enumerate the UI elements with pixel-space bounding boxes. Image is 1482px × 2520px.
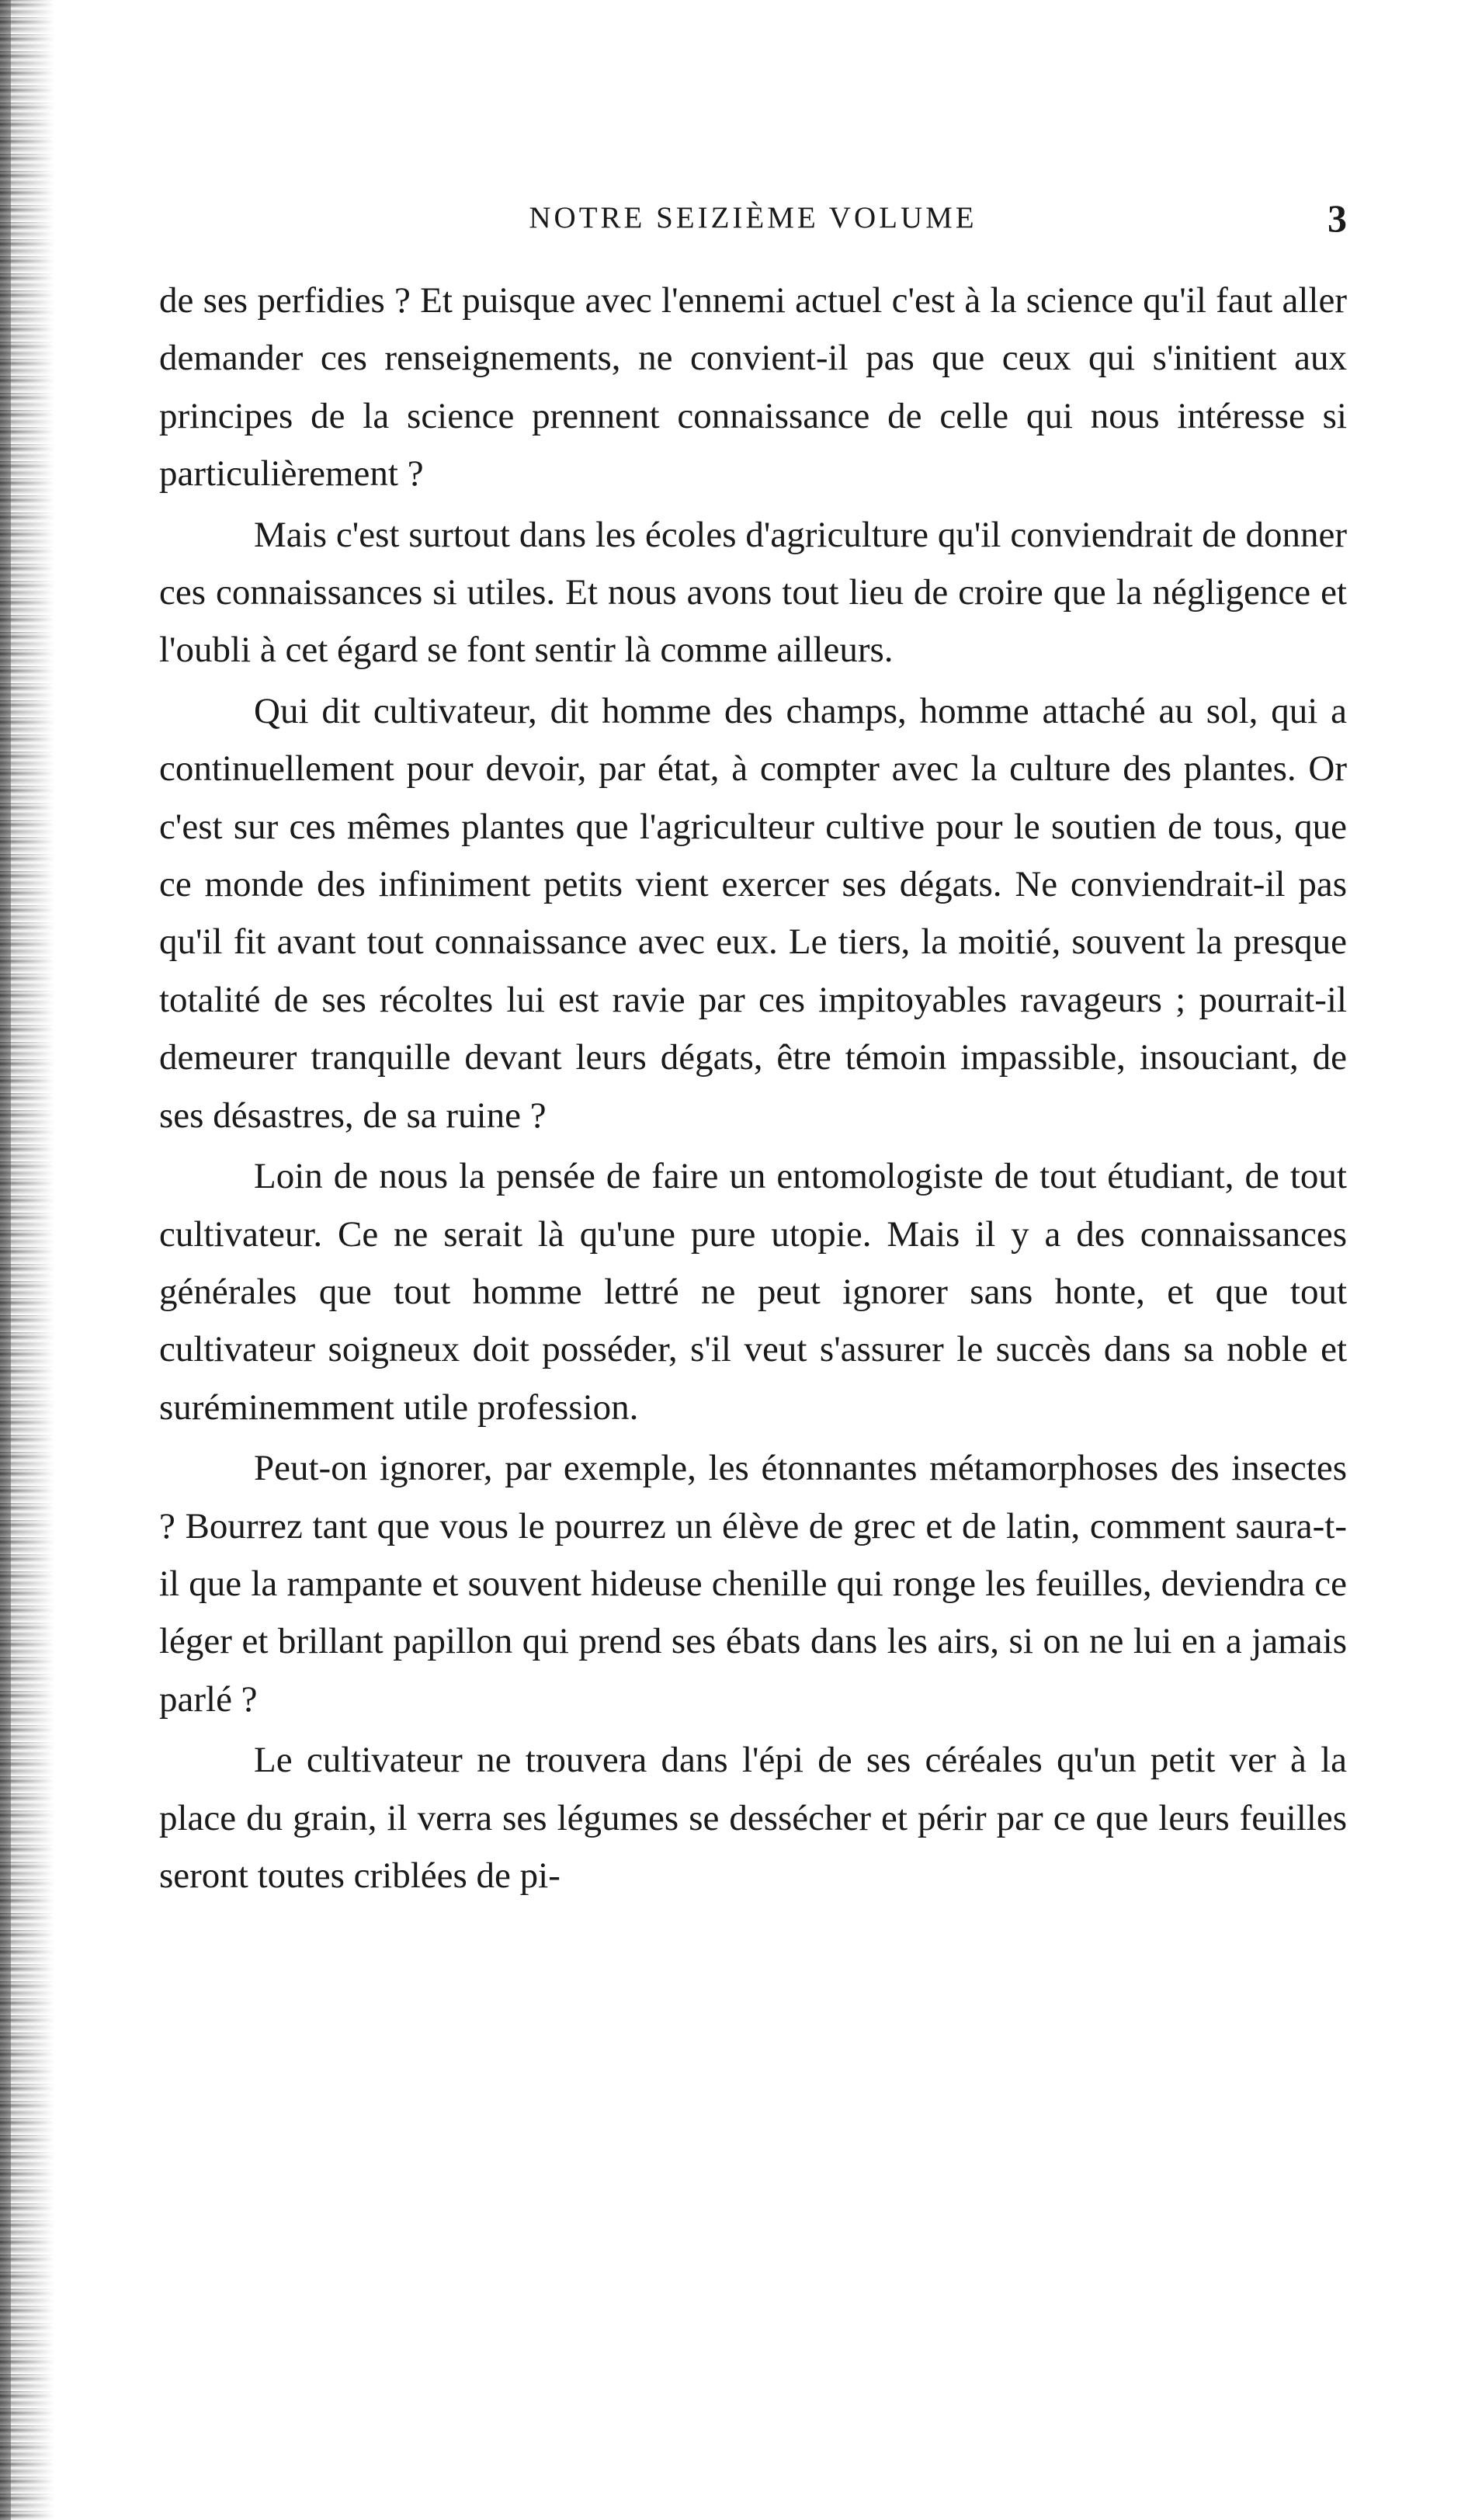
body-text (159, 272, 1347, 1904)
paragraph-1: de ses perfidies ? Et puisque avec l'ennemi actuel c'est à la science qu'il faut aller demander ces renseignements, ne convient-il pas que ceux qui s'initient aux principes de la science prennent connaissance de celle qui nous intéresse si particulièrement ? (159, 280, 1347, 495)
paragraph-5: Peut-on ignorer, par exemple, les étonnantes métamorphoses des insectes ? Bourrez tant que vous le pourrez un élève de grec et de latin, comment saura-t-il que la rampante et souvent hideuse chenille qui ronge les feuilles, deviendra ce léger et brillant papillon qui prend ses ébats dans les airs, si on ne lui en a jamais parlé ? (159, 1448, 1347, 1720)
paragraph-3: Qui dit cultivateur, dit homme des champs, homme attaché au sol, qui a continuellement pour devoir, par état, à compter avec la culture des plantes. Or c'est sur ces mêmes plantes que l'agriculteur cultive pour le soutien de tous, que ce monde des infiniment petits vient exercer ses dégats. Ne conviendrait-il pas qu'il fit avant tout connaissance avec eux. Le tiers, la moitié, souvent la presque totalité de ses récoltes lui est ravie par ces impitoyables ravageurs ; pourrait-il demeurer tranquille devant leurs dégats, être témoin impassible, insouciant, de ses désastres, de sa ruine ? (159, 690, 1347, 1136)
page-number: 3 (1328, 196, 1347, 240)
running-head (159, 191, 1347, 245)
paragraph-4: Loin de nous la pensée de faire un entomologiste de tout étudiant, de tout cultivateur. Ce ne serait là qu'une pure utopie. Mais il y a des connaissances générales que tout homme lettré ne peut ignorer sans honte, et que tout cultivateur soigneux doit posséder, s'il veut s'assurer le succès dans sa noble et suréminemment utile profession. (159, 1156, 1347, 1428)
paragraph-6: Le cultivateur ne trouvera dans l'épi de ses céréales qu'un petit ver à la place du grain, il verra ses légumes se dessécher et périr par ce que leurs feuilles seront toutes criblées de pi- (159, 1740, 1347, 1896)
running-title: NOTRE SEIZIÈME VOLUME (529, 201, 977, 234)
paragraph-2: Mais c'est surtout dans les écoles d'agriculture qu'il conviendrait de donner ces connaissances si utiles. Et nous avons tout lieu de croire que la négligence et l'oubli à cet égard se font sentir là comme ailleurs. (159, 514, 1347, 671)
